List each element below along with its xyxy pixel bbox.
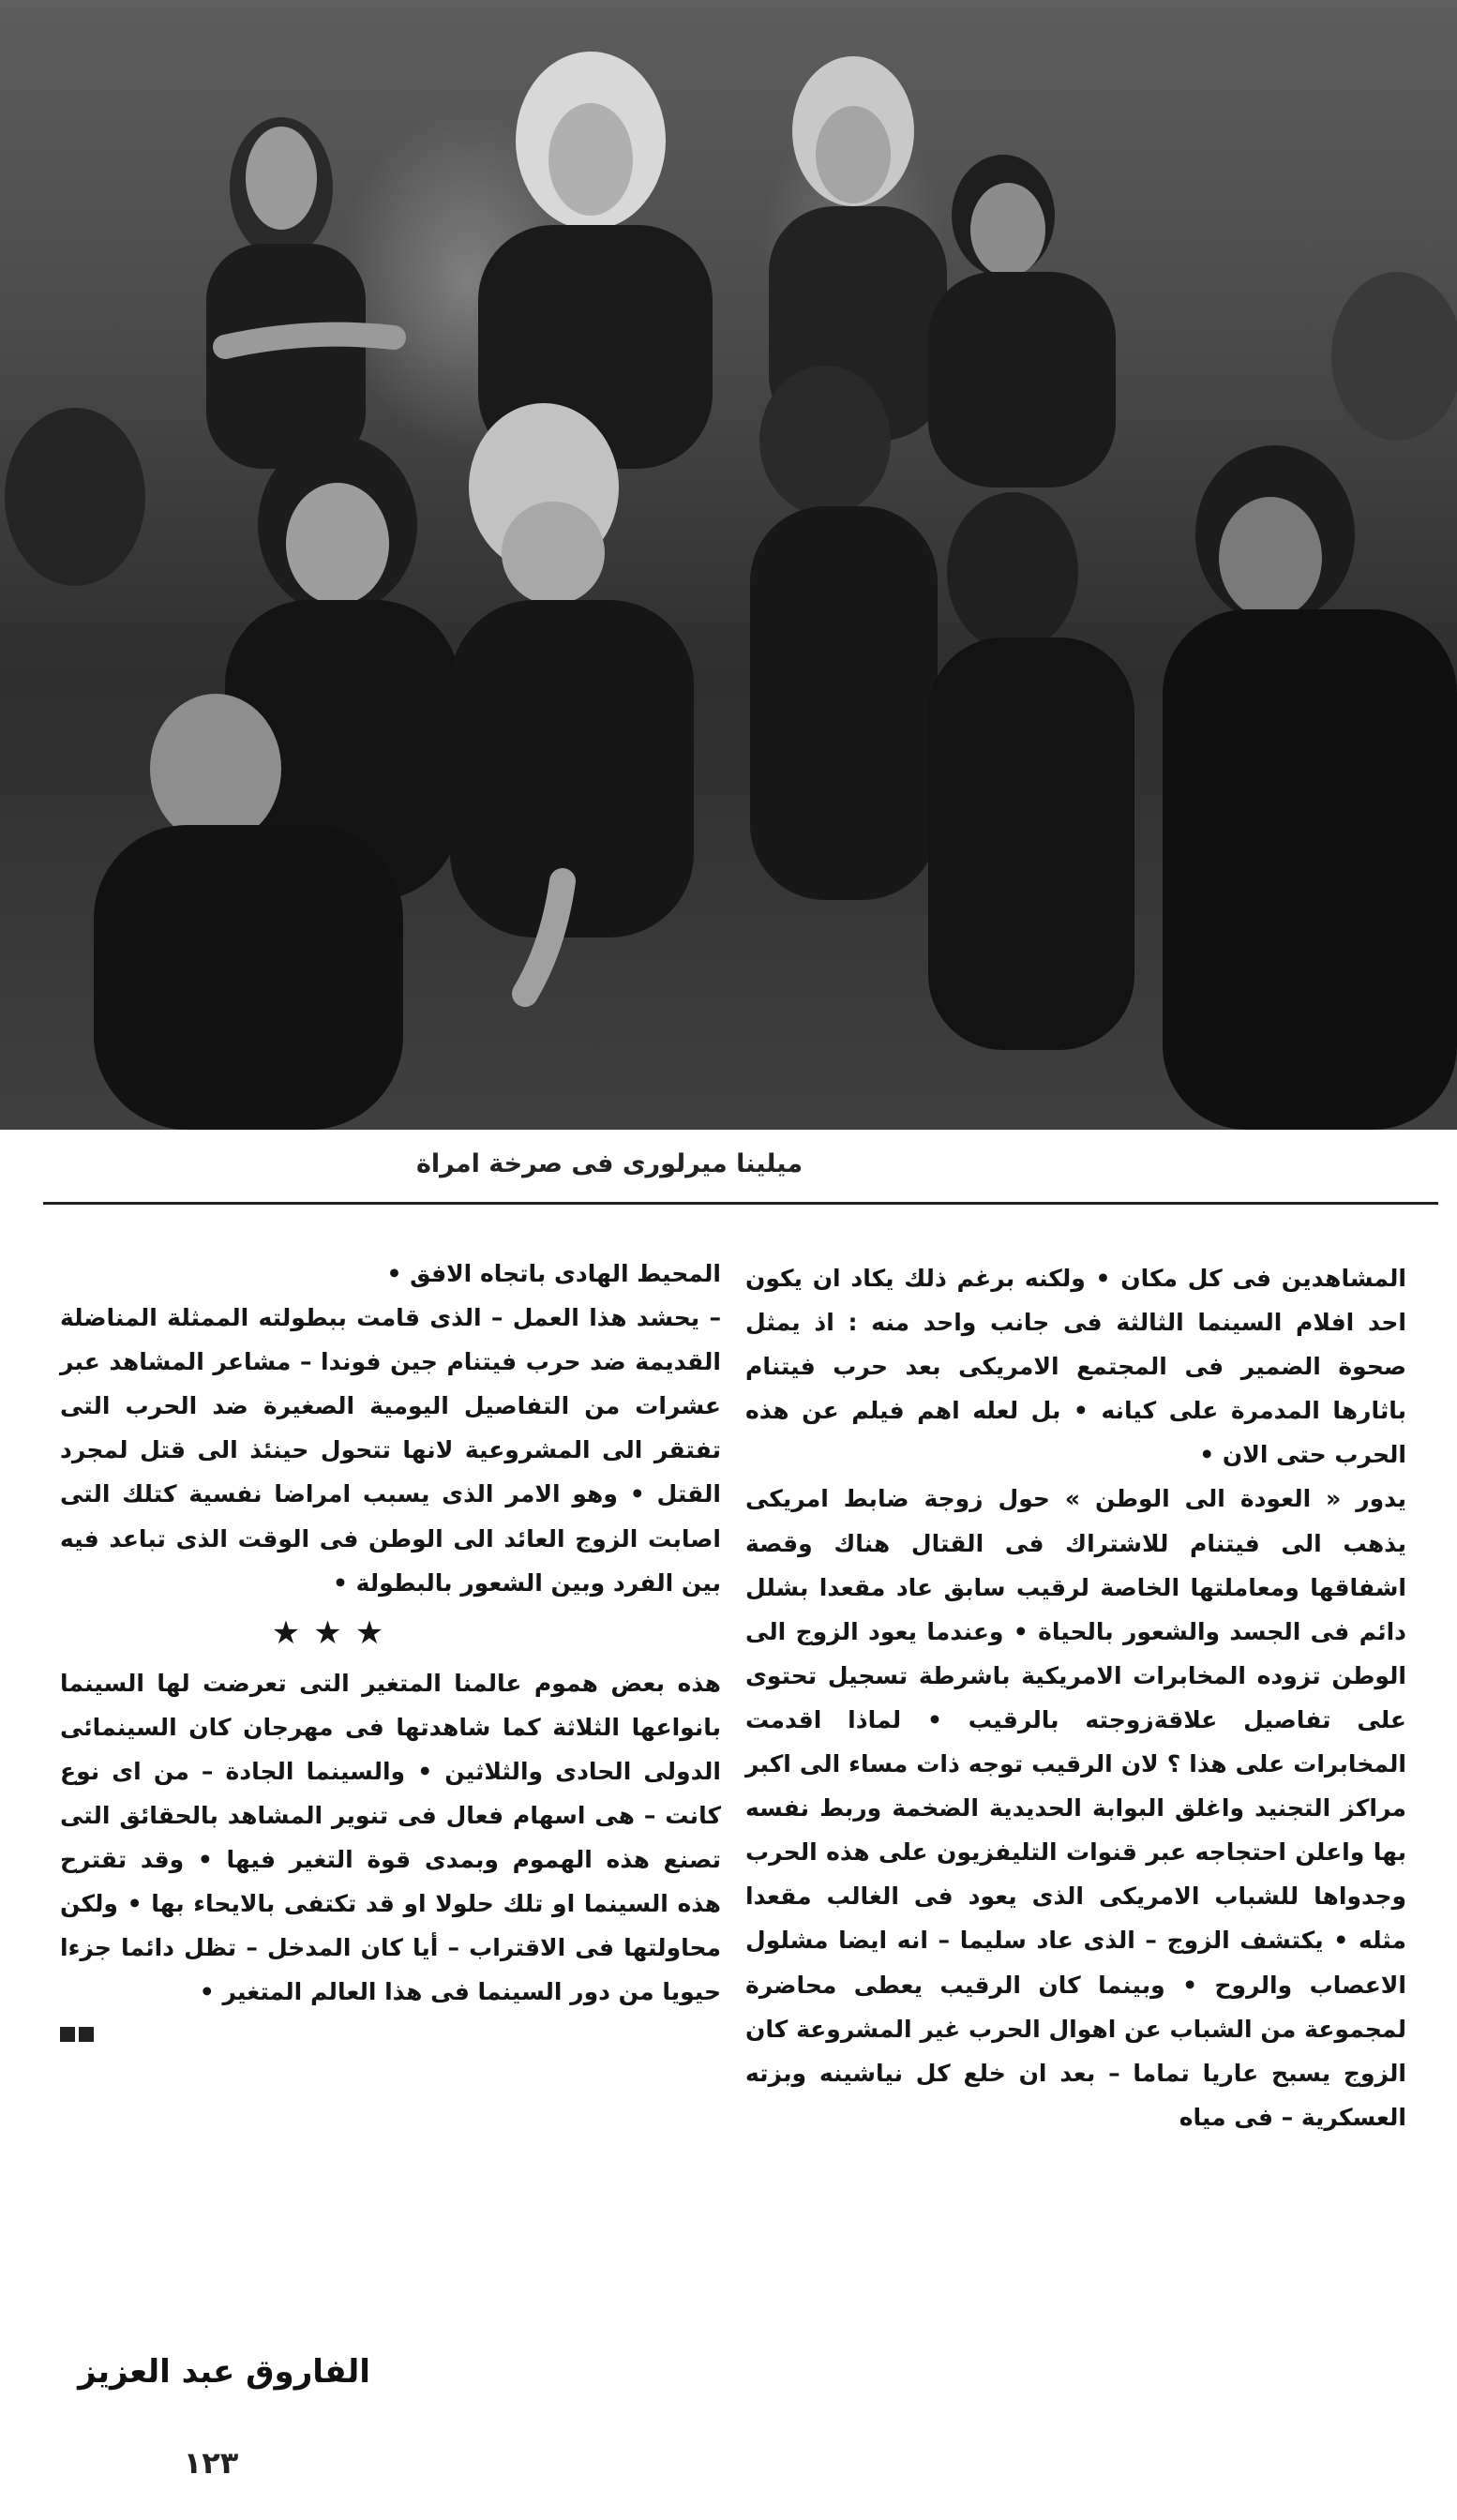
paragraph: هذه بعض هموم عالمنا المتغير التى تعرضت لها السينما بانواعها الثلاثة كما شاهدتها فى مهرجان كان السينمائى الدولى الحادى والثلاثين • والسينما الجادة – من اى نوع كانت – هى اسهام فعال فى تنوير المشاهد بالحقائق التى تصنع هذه الهموم وبمدى قوة التغير فيها • وقد تقترح هذه السينما او تلك حلولا او قد تكتفى بالايحاء بها • ولكن محاولتها فى الاقتراب – أيا كان المدخل – تظل دائما جزءا حيويا من دور السينما فى هذا العالم المتغير • — [60, 1669, 721, 2006]
photo-caption: ميلينا ميرلورى فى صرخة امراة — [415, 1149, 804, 1178]
section-break-stars: ★★★ — [271, 1613, 398, 1652]
film-still-photo — [0, 0, 1457, 1130]
paragraph: يدور « العودة الى الوطن » حول زوجة ضابط امريكى يذهب الى فيتنام للاشتراك فى القتال هناك وقصة اشفاقها ومعاملتها الخاصة لرقيب سابق عاد مقعدا بشلل دائم فى الجسد والشعور بالحياة • وعندما يعود الزوج الى الوطن تزوده المخابرات الامريكية باشرطة تسجيل تحتوى على تفاصيل علاقةزوجته بالرقيب • لماذا اقدمت المخابرات على هذا ؟ لان الرقيب توجه ذات مساء الى اكبر مراكز التجنيد واغلق البوابة الحديدية الضخمة وربط نفسه بها واعلن احتجاجه عبر قنوات التليفزيون على هذه الحرب وجدواها للشباب الامريكى الذى يعود فى الغالب مقعدا مثله • يكتشف الزوج – الذى عاد سليما – انه ايضا مشلول الاعصاب والروح • وبينما كان الرقيب يعطى محاضرة لمجموعة من الشباب عن اهوال الحرب غير المشروعة كان الزوج يسبح عاريا تماما – بعد ان خلع كل نياشينه وبزته العسكرية – فى مياه — [745, 1485, 1406, 2131]
author-name: الفاروق عبد العزيز — [78, 2353, 370, 2391]
paragraph: المشاهدين فى كل مكان • ولكنه برغم ذلك يكاد ان يكون احد افلام السينما الثالثة فى جانب واحد منه : اذ يمثل صحوة الضمير فى المجتمع الامريكى بعد حرب فيتنام باثارها المدمرة على كيانه • بل لعله اهم فيلم عن هذه الحرب حتى الان • — [745, 1265, 1406, 1469]
article-column-left — [60, 1252, 721, 2052]
end-mark-icon — [60, 2015, 721, 2052]
page-number: ١٢٣ — [183, 2445, 239, 2481]
divider-line — [43, 1202, 1438, 1205]
paragraph: المحيط الهادى باتجاه الافق • — [386, 1260, 721, 1287]
photo-figures-icon — [0, 0, 1457, 1130]
paragraph: – يحشد هذا العمل – الذى قامت ببطولته الممثلة المناضلة القديمة ضد حرب فيتنام جين فوندا – مشاعر المشاهد عبر عشرات من التفاصيل اليومية الصغيرة ضد الحرب التى تفتقر الى المشروعية لانها تتحول حينئذ الى قتل لمجرد القتل • وهو الامر الذى يسبب امراضا نفسية كتلك التى اصابت الزوج العائد الى الوطن فى الوقت الذى تباعد فيه بين الفرد وبين الشعور بالبطولة • — [60, 1304, 721, 1597]
article-column-right — [745, 1256, 1406, 2139]
